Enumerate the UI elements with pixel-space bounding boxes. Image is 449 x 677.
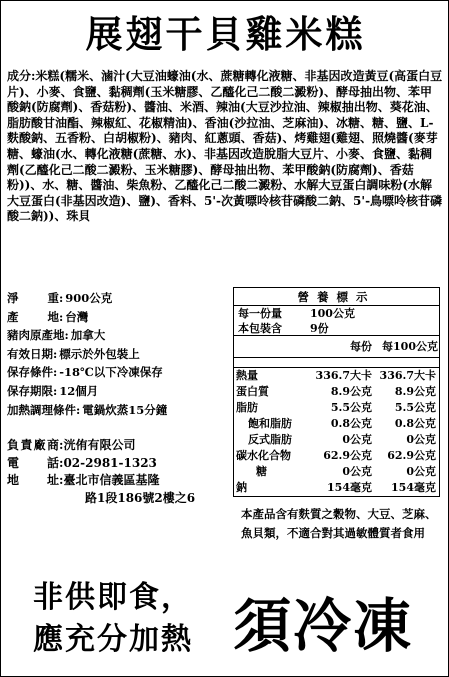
nutrition-row-sodium: 鈉 154毫克 154毫克: [236, 481, 436, 494]
serving-size: [234, 306, 439, 321]
col-per-serving: 每份: [350, 340, 372, 353]
nutrition-table: [233, 287, 440, 497]
nutrition-row-energy: 熱量 336.7大卡 336.7大卡: [236, 369, 436, 382]
servings-value: 9份: [310, 322, 329, 335]
heating-warning: [33, 577, 193, 661]
spec-value: -18℃以下冷凍保存: [59, 365, 163, 380]
company-address-cont: [7, 490, 237, 508]
spec-label: 保存條件: [7, 365, 53, 380]
spec-label: 豬肉原產地: [7, 328, 65, 343]
spec-value: 900公克: [65, 291, 113, 305]
address-line1: 臺北市信義區基隆: [63, 473, 160, 487]
serving-size-value: 100公克: [310, 307, 355, 320]
spec-value: 電鍋炊蒸15分鐘: [82, 402, 168, 417]
spec-shelf-life: 保存期限 : 12個月: [7, 382, 229, 401]
maker-label: 負責廠商: [7, 438, 59, 452]
company-info: [7, 437, 237, 507]
nutrition-row-saturated-fat: 飽和脂肪 0.8公克 0.8公克: [248, 417, 436, 430]
spec-storage: 保存條件 : -18℃以下冷凍保存: [7, 363, 229, 382]
spec-value: 12個月: [59, 383, 99, 398]
nutrition-row-trans-fat: 反式脂肪 0公克 0公克: [248, 433, 436, 446]
nutrition-title: 營養標示: [234, 288, 439, 306]
company-maker: 負責廠商 : 洸侑有限公司: [7, 437, 237, 455]
warning-line-2: 應充分加熱: [33, 622, 193, 657]
address-line2: 路1段186號2樓之6: [85, 490, 196, 505]
spec-pork-origin: 豬肉原產地 : 加拿大: [7, 326, 229, 345]
nutrition-row-carbohydrate: 碳水化合物 62.9公克 62.9公克: [236, 449, 436, 462]
nutrition-row-protein: 蛋白質 8.9公克 8.9公克: [236, 385, 436, 398]
allergen-notice: 本產品含有麩質之穀物、大豆、芝麻、魚貝類，不適合對其過敏體質者食用: [241, 507, 437, 540]
serving-size-label: 每一份量: [238, 307, 282, 320]
address-label: 地址: [7, 473, 59, 487]
spec-label: 產地: [7, 309, 59, 324]
servings-per-package: [234, 321, 439, 336]
col-per-100g: 每100公克: [382, 340, 438, 353]
spec-heating: 加熱調理條件 : 電鍋炊蒸15分鐘: [7, 401, 229, 420]
spec-value: 加拿大: [70, 328, 106, 343]
keep-frozen-notice: 須冷凍: [233, 592, 414, 660]
spec-label: 保存期限: [7, 383, 53, 398]
product-title: 展翅干貝雞米糕: [85, 12, 366, 56]
company-address: 地址 : 臺北市信義區基隆: [7, 472, 237, 490]
nutrition-row-sugar: 糖 0公克 0公克: [256, 465, 436, 478]
company-phone: 電話 : 02-2981-1323: [7, 455, 237, 473]
nutrition-row-fat: 脂肪 5.5公克 5.5公克: [236, 401, 436, 414]
warning-line-1: 非供即食，: [33, 580, 193, 615]
nutrition-header: [234, 336, 439, 358]
ingredients-text: 成分:米糕(糯米、滷汁(大豆油蠔油(水、蔗糖轉化液糖、非基因改造黃豆(高蛋白豆片)、小麥、食鹽、黏稠劑(玉米糖膠、乙醯化己二酸二澱粉)、酵母抽出物、苯甲酸鈉(防腐劑)、香菇粉)、醬油、米酒、辣油(大豆沙拉油、辣椒抽出物、葵花油、脂肪酸甘油酯、辣椒紅、花椒精油)、香油(沙拉油、芝麻油)、冰糖、糖、鹽、L-麩酸鈉、五香粉、白胡椒粉)、豬肉、紅蔥頭、香菇)、烤雞翅(雞翅、照燒醬(麥芽糖、蠔油(水、轉化液糖(蔗糖、水)、非基因改造脫脂大豆片、小麥、食鹽、黏稠劑(乙醯化己二酸二澱粉、玉米糖膠)、酵母抽出物、苯甲酸鈉(防腐劑)、香菇粉))、水、糖、醬油、柴魚粉、乙醯化己二酸二澱粉、水解大豆蛋白調味粉(水解大豆蛋白(非基因改造)、鹽)、香料、5'-次黃嘌呤核苷磷酸二鈉、5'-鳥嘌呤核苷磷酸二鈉))、珠貝: [7, 69, 443, 224]
servings-label: 本包裝含: [238, 322, 282, 335]
spec-value: 標示於外包裝上: [59, 346, 140, 361]
spec-expiry: 有效日期 : 標示於外包裝上: [7, 345, 229, 364]
spec-origin: 產地 : 台灣: [7, 308, 229, 327]
phone-label: 電話: [7, 455, 59, 470]
product-specs: [7, 289, 229, 419]
spec-label: 淨重: [7, 291, 59, 305]
spec-value: 台灣: [65, 309, 89, 324]
nutrition-rows: [234, 368, 439, 496]
spec-label: 加熱調理條件: [7, 402, 76, 417]
spec-label: 有效日期: [7, 346, 53, 361]
phone-value: 02-2981-1323: [63, 455, 157, 470]
maker-value: 洸侑有限公司: [63, 438, 136, 452]
spec-net-weight: 淨重 : 900公克: [7, 289, 229, 308]
